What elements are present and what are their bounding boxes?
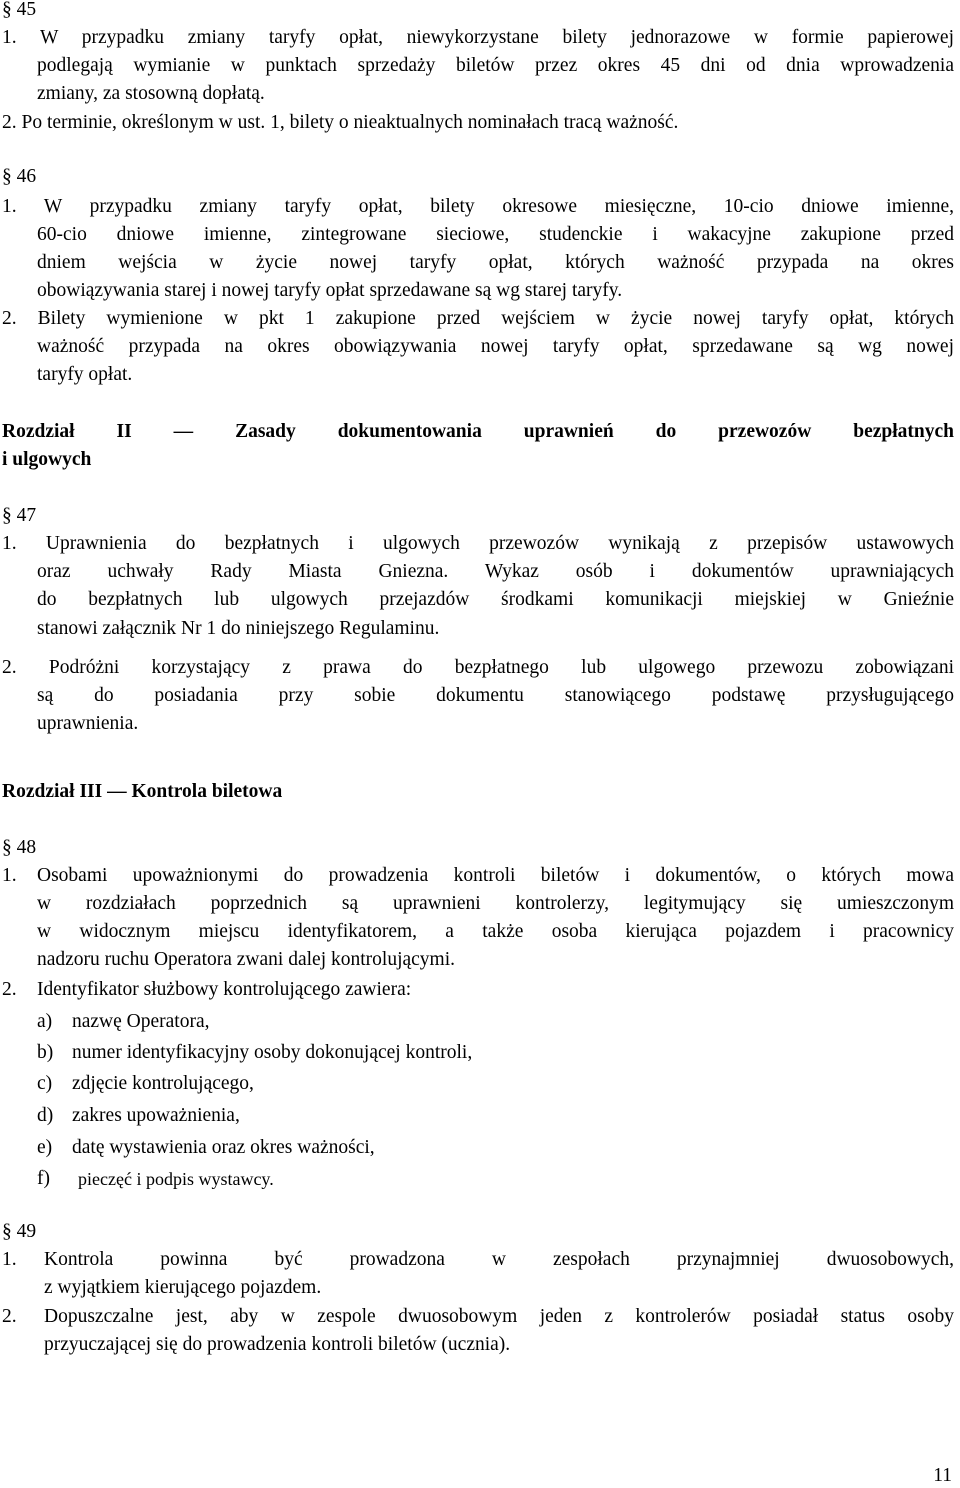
list-item-letter-f: f) bbox=[37, 1168, 50, 1189]
s46-p2-line2: ważność przypada na okres obowiązywania nowej taryfy opłat, sprzedawane są wg nowej bbox=[37, 336, 954, 357]
s49-p1-number: 1. bbox=[2, 1249, 17, 1270]
s47-p2-line1: 2. Podróżni korzystający z prawa do bezpłatnego lub ulgowego przewozu zobowiązani bbox=[2, 657, 954, 678]
s49-p1-line1: Kontrola powinna być prowadzona w zespołach przynajmniej dwuosobowych, bbox=[44, 1249, 954, 1270]
list-item-b: numer identyfikacyjny osoby dokonującej kontroli, bbox=[72, 1042, 473, 1063]
section-47-heading: § 47 bbox=[2, 505, 37, 526]
s47-p1-line3: do bezpłatnych lub ulgowych przejazdów środkami komunikacji miejskiej w Gnieźnie bbox=[37, 589, 954, 610]
s47-p2-line3: uprawnienia. bbox=[37, 713, 139, 734]
s46-p1-line2: 60-cio dniowe imienne, zintegrowane sieciowe, studenckie i wakacyjne zakupione przed bbox=[37, 224, 954, 245]
list-item-letter-e: e) bbox=[37, 1137, 53, 1158]
s48-p2-number: 2. bbox=[2, 979, 17, 1000]
list-item-letter-d: d) bbox=[37, 1105, 54, 1126]
page-number: 11 bbox=[933, 1465, 952, 1486]
s48-p1-line2: w rozdziałach poprzednich są uprawnieni kontrolerzy, legitymujący się umieszczonym bbox=[37, 893, 954, 914]
s45-p1-line2: podlegają wymianie w punktach sprzedaży biletów przez okres 45 dni od dnia wprowadzenia bbox=[37, 55, 954, 76]
list-item-c: zdjęcie kontrolującego, bbox=[72, 1073, 254, 1094]
s49-p2-number: 2. bbox=[2, 1306, 17, 1327]
s45-p2: 2. Po terminie, określonym w ust. 1, bilety o nieaktualnych nominałach tracą ważność. bbox=[2, 112, 679, 133]
list-item-f: pieczęć i podpis wystawcy. bbox=[78, 1169, 274, 1189]
s48-p1-number: 1. bbox=[2, 865, 17, 886]
s46-p2-line3: taryfy opłat. bbox=[37, 364, 133, 385]
s48-p1-line4: nadzoru ruchu Operatora zwani dalej kontrolującymi. bbox=[37, 949, 456, 970]
chapter-2-title-line1: Rozdział II — Zasady dokumentowania uprawnień do przewozów bezpłatnych bbox=[2, 421, 954, 442]
s48-p2: Identyfikator służbowy kontrolującego zawiera: bbox=[37, 979, 412, 1000]
s47-p2-line2: są do posiadania przy sobie dokumentu stanowiącego podstawę przysługującego bbox=[37, 685, 954, 706]
list-item-a: nazwę Operatora, bbox=[72, 1011, 210, 1032]
list-item-e: datę wystawienia oraz okres ważności, bbox=[72, 1137, 375, 1158]
s45-p1-line1: 1. W przypadku zmiany taryfy opłat, niewykorzystane bilety jednorazowe w formie papierowej bbox=[2, 27, 954, 48]
s48-p1-line3: w widocznym miejscu identyfikatorem, a także osoba kierująca pojazdem i pracownicy bbox=[37, 921, 954, 942]
s45-p1-line3: zmiany, za stosowną dopłatą. bbox=[37, 83, 265, 104]
section-48-heading: § 48 bbox=[2, 837, 37, 858]
section-46-heading: § 46 bbox=[2, 166, 37, 187]
chapter-2-title-line2: i ulgowych bbox=[2, 449, 92, 470]
section-45-heading: § 45 bbox=[2, 0, 37, 20]
s47-p1-line1: 1. Uprawnienia do bezpłatnych i ulgowych przewozów wynikają z przepisów ustawowych bbox=[2, 533, 954, 554]
s49-p1-line2: z wyjątkiem kierującego pojazdem. bbox=[44, 1277, 322, 1298]
s47-p1-line4: stanowi załącznik Nr 1 do niniejszego Regulaminu. bbox=[37, 618, 440, 639]
s46-p1-line1: 1. W przypadku zmiany taryfy opłat, bilety okresowe miesięczne, 10-cio dniowe imienne, bbox=[2, 196, 954, 217]
list-item-letter-a: a) bbox=[37, 1011, 53, 1032]
s49-p2-line1: Dopuszczalne jest, aby w zespole dwuosobowym jeden z kontrolerów posiadał status osoby bbox=[44, 1306, 954, 1327]
s49-p2-line2: przyuczającej się do prowadzenia kontroli biletów (ucznia). bbox=[44, 1334, 511, 1355]
list-item-letter-b: b) bbox=[37, 1042, 54, 1063]
s48-p1-line1: Osobami upoważnionymi do prowadzenia kontroli biletów i dokumentów, o których mowa bbox=[37, 865, 954, 886]
s46-p1-line4: obowiązywania starej i nowej taryfy opłat sprzedawane są wg starej taryfy. bbox=[37, 280, 623, 301]
s46-p1-line3: dniem wejścia w życie nowej taryfy opłat, których ważność przypada na okres bbox=[37, 252, 954, 273]
chapter-3-title: Rozdział III — Kontrola biletowa bbox=[2, 781, 283, 802]
section-49-heading: § 49 bbox=[2, 1221, 37, 1242]
s46-p2-line1: 2. Bilety wymienione w pkt 1 zakupione przed wejściem w życie nowej taryfy opłat, których bbox=[2, 308, 954, 329]
list-item-letter-c: c) bbox=[37, 1073, 53, 1094]
list-item-d: zakres upoważnienia, bbox=[72, 1105, 240, 1126]
s47-p1-line2: oraz uchwały Rady Miasta Gniezna. Wykaz osób i dokumentów uprawniających bbox=[37, 561, 954, 582]
